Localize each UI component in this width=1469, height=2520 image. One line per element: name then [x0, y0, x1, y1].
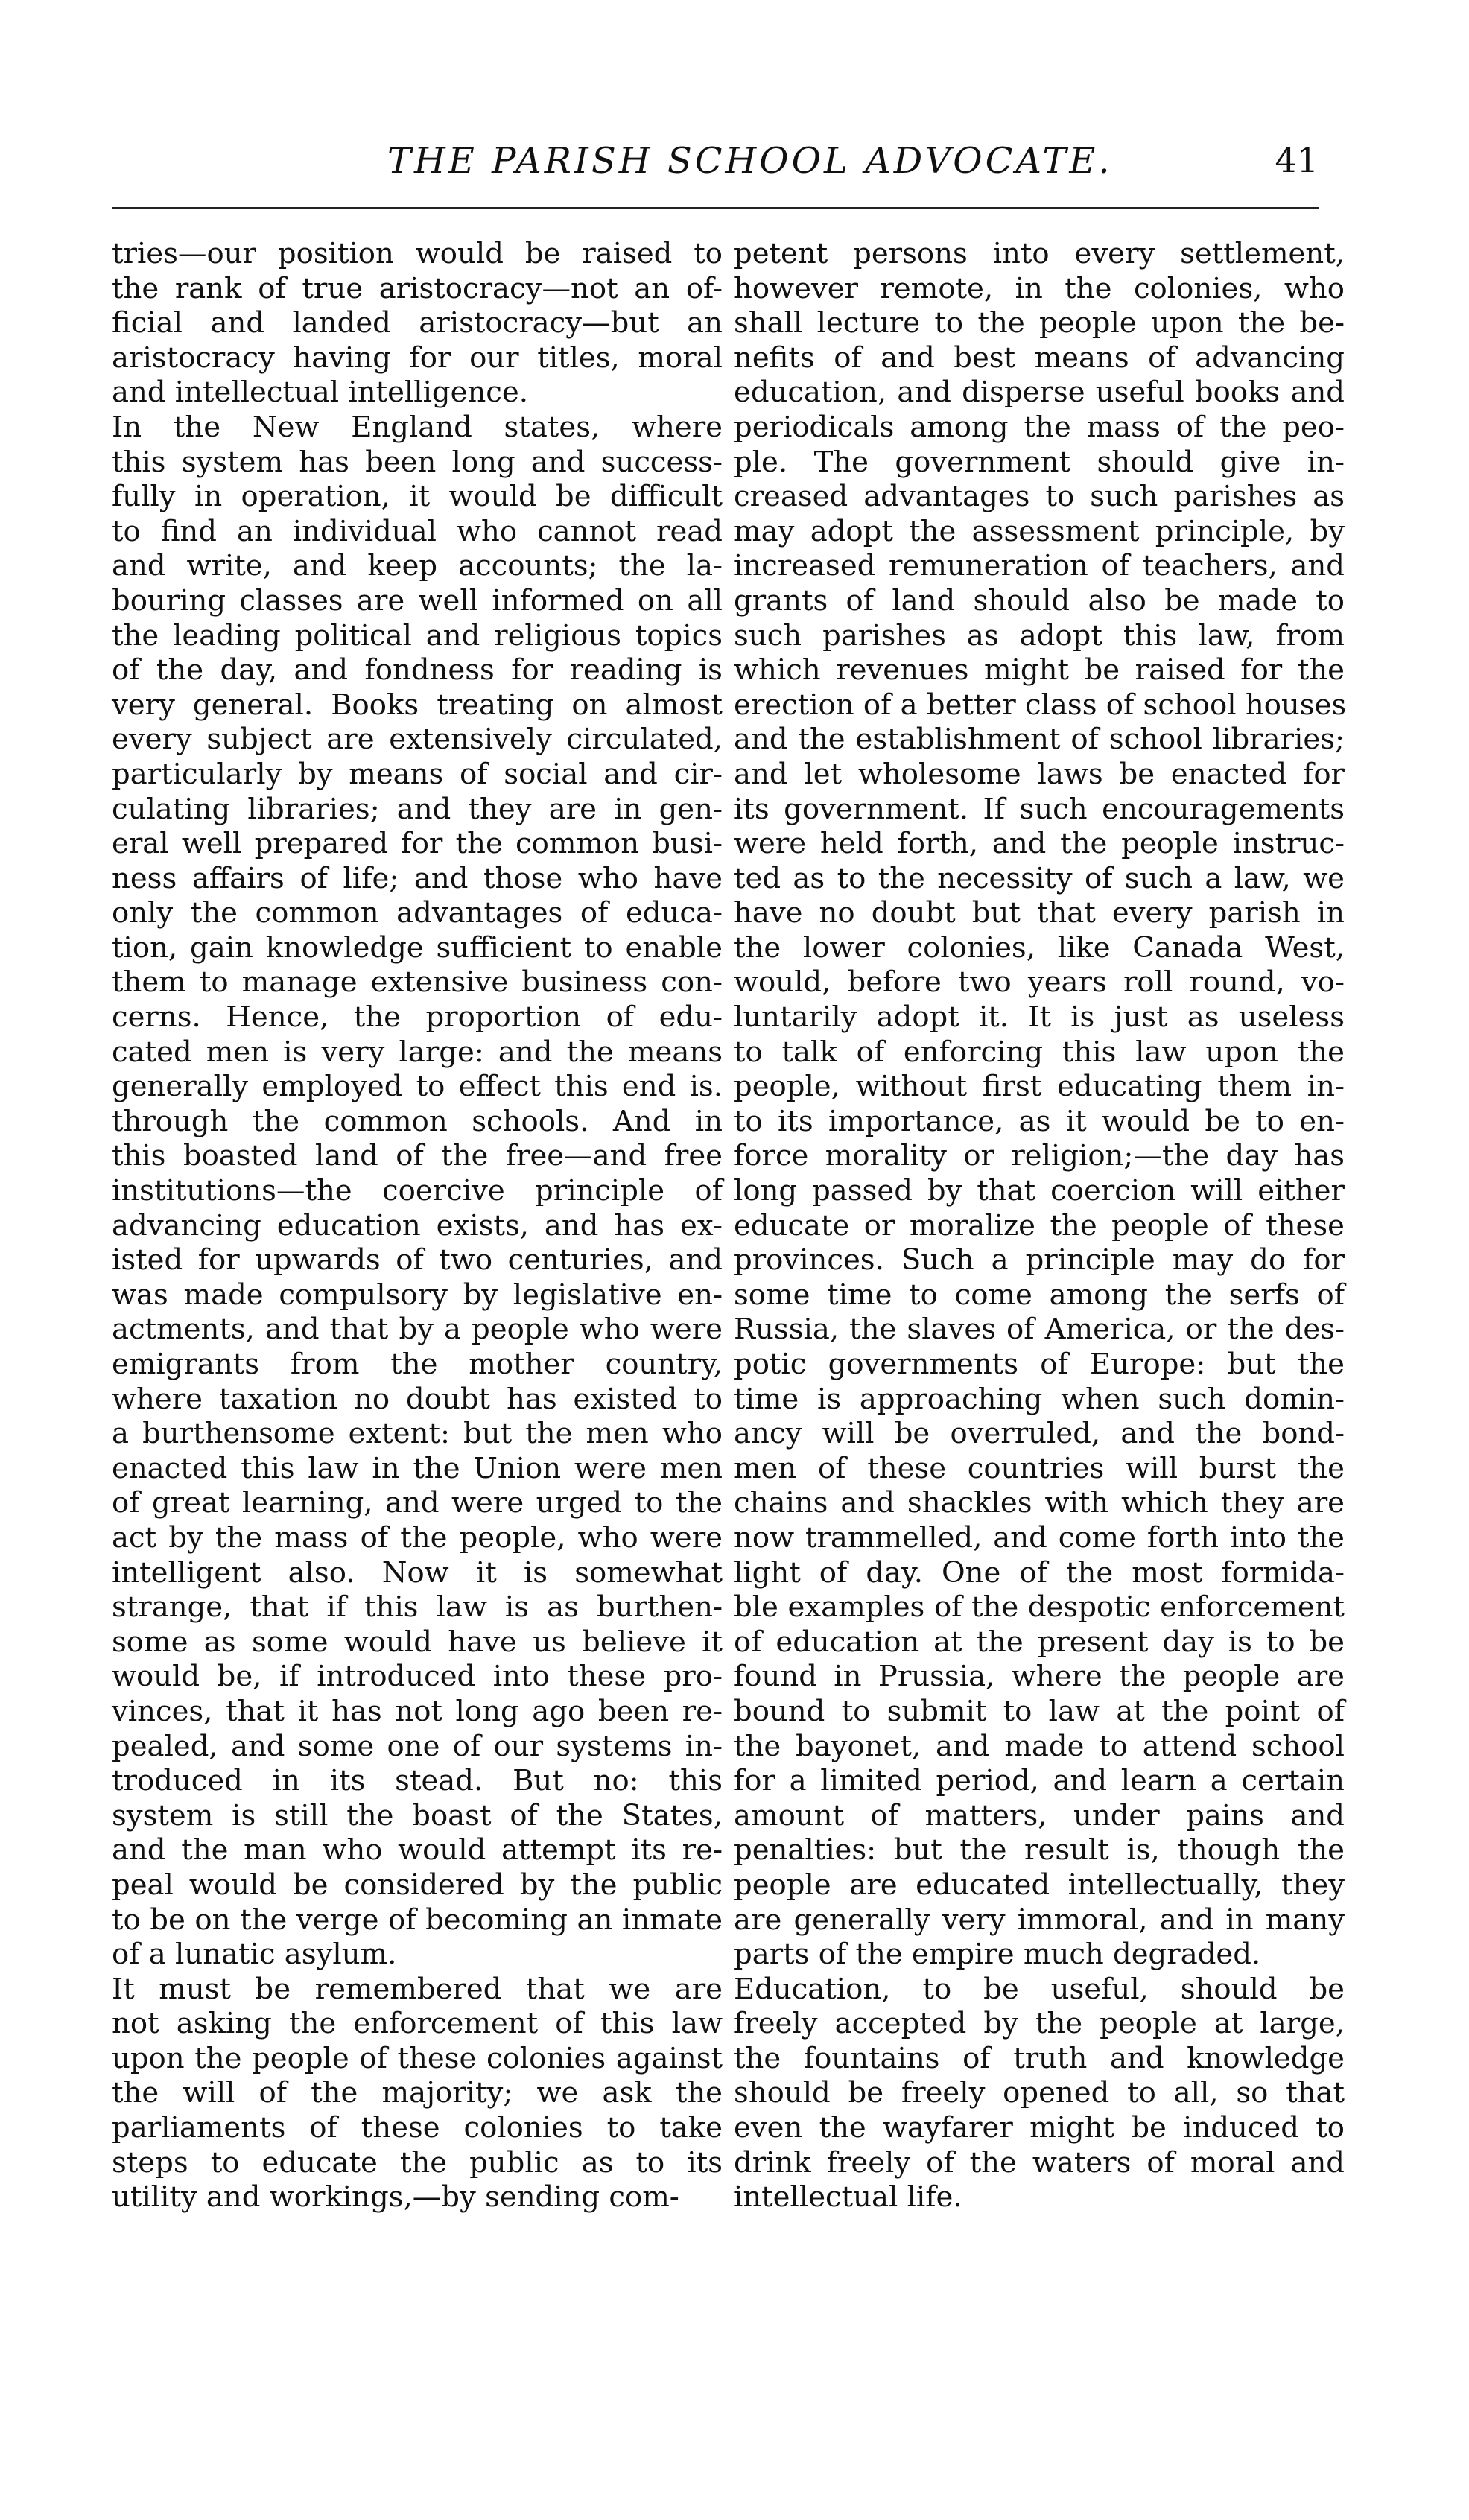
text-line: however remote, in the colonies, who [734, 271, 1345, 305]
text-line: isted for upwards of two centuries, and [112, 1243, 723, 1278]
text-line: drink freely of the waters of moral and [734, 2145, 1345, 2180]
text-line: to be on the verge of becoming an inmate [112, 1902, 723, 1937]
text-line: some time to come among the serfs of [734, 1278, 1345, 1312]
text-line: and write, and keep accounts; the la- [112, 549, 723, 583]
text-line: amount of matters, under pains and [734, 1798, 1345, 1832]
text-line: enacted this law in the Union were men [112, 1451, 723, 1485]
text-line: and the man who would attempt its re- [112, 1833, 723, 1867]
text-line: to talk of enforcing this law upon the [734, 1035, 1345, 1069]
text-line: and let wholesome laws be enacted for [734, 757, 1345, 791]
text-line: light of day. One of the most formida- [734, 1555, 1345, 1590]
text-line: emigrants from the mother country, [112, 1348, 723, 1381]
text-line: troduced in its stead. But no: this [112, 1764, 723, 1798]
text-line: the fountains of truth and knowledge [734, 2041, 1345, 2075]
text-line: such parishes as adopt this law, from [734, 618, 1345, 653]
header-rule [112, 207, 1319, 209]
text-line: and intellectual intelligence. [112, 375, 528, 410]
text-line: even the wayfarer might be induced to [734, 2111, 1345, 2145]
page-header [97, 140, 1319, 192]
text-line: freely accepted by the people at large, [734, 2007, 1345, 2041]
text-line: ble examples of the despotic enforcement [734, 1590, 1345, 1625]
text-line: Education, to be useful, should be [734, 1972, 1345, 2006]
text-line: which revenues might be raised for the [734, 653, 1345, 688]
text-line: through the common schools. And in [112, 1104, 723, 1138]
text-line: the leading political and religious topics [112, 618, 723, 653]
text-line: ness affairs of life; and those who have [112, 861, 723, 895]
text-line: pealed, and some one of our systems in- [112, 1729, 723, 1763]
text-line: upon the people of these colonies against [112, 2041, 723, 2075]
text-line: ple. The government should give in- [734, 445, 1345, 479]
text-line: It must be remembered that we are [112, 1972, 723, 2006]
text-line: for a limited period, and learn a certain [734, 1764, 1345, 1798]
text-line: utility and workings,—by sending com- [112, 2180, 679, 2215]
text-line: of the day, and fondness for reading is [112, 653, 723, 688]
text-line: potic governments of Europe: but the [734, 1348, 1345, 1381]
text-line: found in Prussia, where the people are [734, 1660, 1345, 1694]
text-line: force morality or religion;—the day has [734, 1139, 1345, 1173]
text-line: time is approaching when such domin- [734, 1382, 1345, 1416]
text-line: a burthensome extent: but the men who [112, 1417, 723, 1451]
text-line: In the New England states, where [112, 410, 723, 444]
text-line: the rank of true aristocracy—not an of- [112, 271, 723, 305]
text-line: provinces. Such a principle may do for [734, 1243, 1345, 1278]
text-line: tries—our position would be raised to [112, 237, 723, 270]
text-line: eral well prepared for the common busi- [112, 827, 723, 861]
text-line: ted as to the necessity of such a law, we [734, 861, 1345, 895]
text-line: intellectual life. [734, 2180, 962, 2215]
text-line: act by the mass of the people, who were [112, 1520, 723, 1555]
text-line: men of these countries will burst the [734, 1451, 1345, 1485]
text-line: only the common advantages of educa- [112, 896, 723, 930]
text-line: vinces, that it has not long ago been re- [112, 1694, 723, 1728]
text-line: of great learning, and were urged to the [112, 1486, 723, 1520]
text-line: system is still the boast of the States, [112, 1798, 723, 1832]
text-line: erection of a better class of school houses [734, 688, 1347, 722]
text-line: petent persons into every settlement, [734, 237, 1345, 270]
text-line: actments, and that by a people who were [112, 1313, 723, 1347]
text-line: very general. Books treating on almost [112, 688, 723, 722]
text-line: cerns. Hence, the proportion of edu- [112, 1000, 723, 1035]
text-line: chains and shackles with which they are [734, 1486, 1345, 1520]
text-line: parts of the empire much degraded. [734, 1937, 1261, 1972]
paragraph [112, 1972, 723, 2215]
text-line: of education at the present day is to be [734, 1625, 1345, 1659]
left-column [112, 237, 723, 2215]
text-line: grants of land should also be made to [734, 583, 1345, 618]
text-line: should be freely opened to all, so that [734, 2076, 1345, 2110]
text-line: not asking the enforcement of this law [112, 2007, 723, 2041]
text-line: parliaments of these colonies to take [112, 2111, 723, 2145]
text-line: intelligent also. Now it is somewhat [112, 1555, 723, 1590]
text-line: was made compulsory by legislative en- [112, 1278, 723, 1312]
text-line: increased remuneration of teachers, and [734, 549, 1345, 583]
text-line: the will of the majority; we ask the [112, 2076, 723, 2110]
text-line: strange, that if this law is as burthen- [112, 1590, 723, 1625]
text-line: are generally very immoral, and in many [734, 1902, 1345, 1937]
text-line: fully in operation, it would be difficult [112, 480, 723, 514]
text-line: this boasted land of the free—and free [112, 1139, 723, 1173]
text-line: the lower colonies, like Canada West, [734, 930, 1345, 965]
text-line: educate or moralize the people of these [734, 1208, 1345, 1242]
text-line: this system has been long and success- [112, 445, 723, 479]
text-line: institutions—the coercive principle of [112, 1174, 723, 1208]
text-line: have no doubt but that every parish in [734, 896, 1345, 930]
page-number: 41 [1275, 140, 1319, 180]
text-line: people are educated intellectually, they [734, 1867, 1345, 1902]
text-line: creased advantages to such parishes as [734, 480, 1345, 514]
text-line: culating libraries; and they are in gen- [112, 792, 723, 826]
running-title: THE PARISH SCHOOL ADVOCATE. [387, 140, 1113, 182]
text-line: peal would be considered by the public [112, 1867, 723, 1902]
text-line: its government. If such encouragements [734, 792, 1345, 826]
text-line: where taxation no doubt has existed to [112, 1382, 723, 1416]
text-line: some as some would have us believe it [112, 1625, 723, 1659]
text-line: would, before two years roll round, vo- [734, 965, 1345, 1000]
text-line: ficial and landed aristocracy—but an [112, 306, 723, 340]
paragraph [734, 1972, 1345, 2215]
text-line: nefits of and best means of advancing [734, 340, 1345, 375]
text-line: luntarily adopt it. It is just as useless [734, 1000, 1345, 1035]
text-line: would be, if introduced into these pro- [112, 1660, 723, 1694]
text-line: to its importance, as it would be to en- [734, 1104, 1345, 1138]
text-line: of a lunatic asylum. [112, 1937, 397, 1972]
text-line: shall lecture to the people upon the be- [734, 306, 1345, 340]
text-line: the bayonet, and made to attend school [734, 1729, 1345, 1763]
text-line: and the establishment of school libraries; [734, 723, 1345, 757]
right-column [734, 237, 1345, 2215]
text-line: education, and disperse useful books and [734, 375, 1345, 410]
paragraph [112, 410, 723, 1972]
text-line: particularly by means of social and cir- [112, 757, 723, 791]
text-line: penalties: but the result is, though the [734, 1833, 1345, 1867]
text-line: periodicals among the mass of the peo- [734, 410, 1345, 444]
text-line: long passed by that coercion will either [734, 1174, 1345, 1208]
text-line: were held forth, and the people instruc- [734, 827, 1345, 861]
text-line: to find an individual who cannot read [112, 514, 723, 548]
text-line: advancing education exists, and has ex- [112, 1208, 723, 1242]
text-line: bouring classes are well informed on all [112, 583, 723, 618]
text-line: them to manage extensive business con- [112, 965, 723, 1000]
text-line: bound to submit to law at the point of [734, 1694, 1345, 1728]
text-line: generally employed to effect this end is. [112, 1070, 723, 1104]
text-line: steps to educate the public as to its [112, 2145, 723, 2180]
text-line: every subject are extensively circulated, [112, 723, 723, 757]
text-line: people, without first educating them in- [734, 1070, 1345, 1104]
paragraph [112, 237, 723, 410]
text-line: may adopt the assessment principle, by [734, 514, 1345, 548]
text-line: Russia, the slaves of America, or the des- [734, 1313, 1345, 1347]
text-line: ancy will be overruled, and the bond- [734, 1417, 1345, 1451]
text-line: cated men is very large: and the means [112, 1035, 723, 1069]
paragraph [734, 237, 1345, 1972]
text-line: now trammelled, and come forth into the [734, 1520, 1345, 1555]
text-line: tion, gain knowledge sufficient to enable [112, 930, 723, 965]
text-line: aristocracy having for our titles, moral [112, 340, 723, 375]
